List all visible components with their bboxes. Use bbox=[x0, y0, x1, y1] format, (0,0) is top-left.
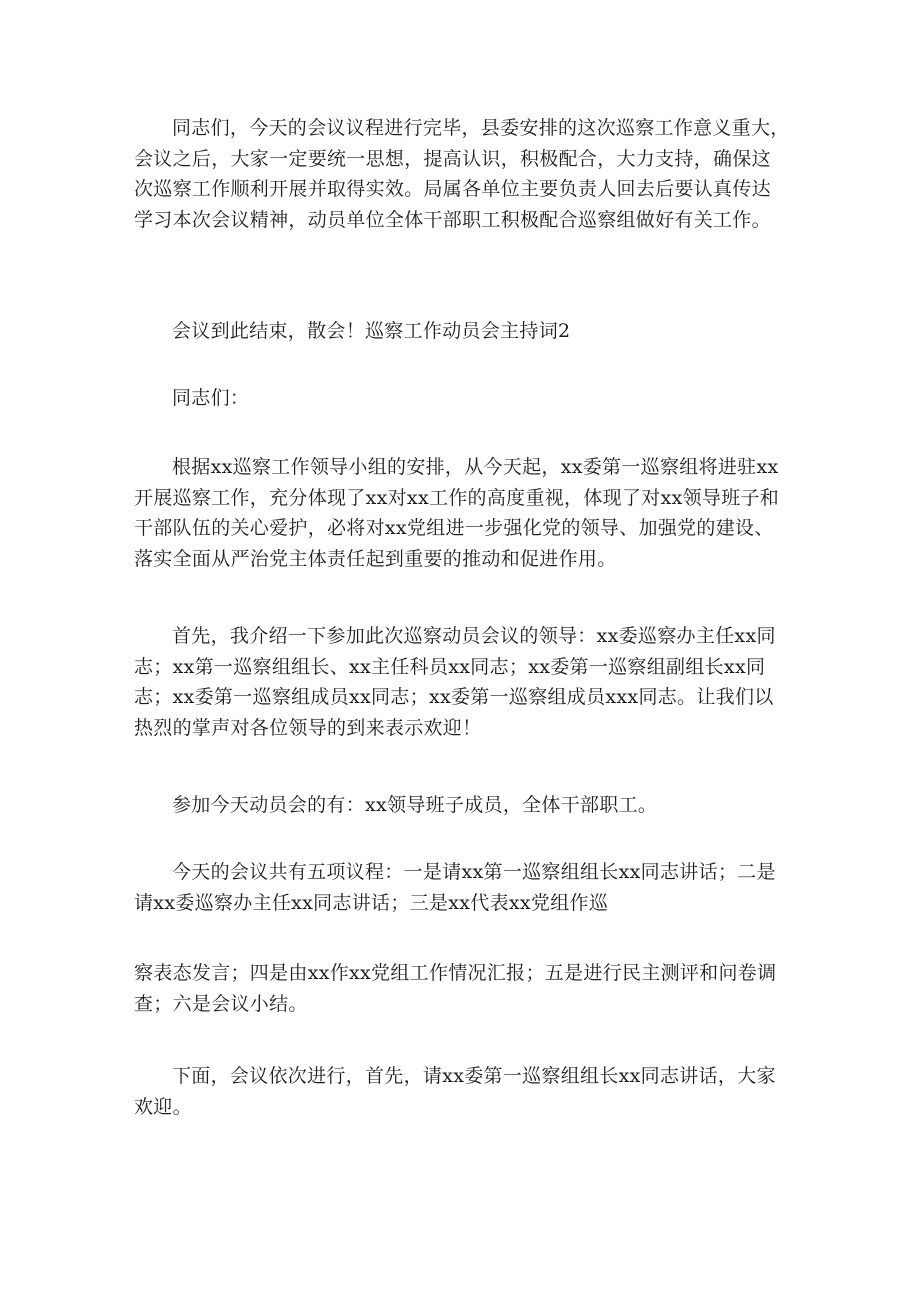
paragraph-next-speaker: 下面，会议依次进行，首先，请xx委第一巡察组组长xx同志讲话，大家欢迎。 bbox=[134, 1065, 776, 1118]
paragraph-salutation: 同志们： bbox=[172, 387, 250, 409]
paragraph-leaders-introduction: 首先，我介绍一下参加此次巡察动员会议的领导：xx委巡察办主任xx同志；xx第一巡察组组长、xx主任科员xx同志；xx委第一巡察组副组长xx同志；xx委第一巡察组成员xx同志；xx委第一巡察组成员xxx同志。让我们以热烈的掌声对各位领导的到来表示欢迎！ bbox=[134, 625, 776, 739]
paragraph-arrangement: 根据xx巡察工作领导小组的安排，从今天起，xx委第一巡察组将进驻xx开展巡察工作，充分体现了xx对xx工作的高度重视，体现了对xx领导班子和干部队伍的关心爱护，必将对xx党组进一步强化党的领导、加强党的建设、落实全面从严治党主体责任起到重要的推动和促进作用。 bbox=[134, 456, 780, 570]
paragraph-agenda: 今天的会议共有五项议程：一是请xx第一巡察组组长xx同志讲话；二是请xx委巡察办主任xx同志讲话；三是xx代表xx党组作巡 bbox=[134, 861, 776, 914]
paragraph-agenda-continued: 察表态发言；四是由xx作xx党组工作情况汇报；五是进行民主测评和问卷调查；六是会议小结。 bbox=[134, 962, 777, 1015]
paragraph-meeting-end: 会议到此结束，散会！巡察工作动员会主持词2 bbox=[172, 320, 571, 342]
paragraph-closing-remarks: 同志们，今天的会议议程进行完毕，县委安排的这次巡察工作意义重大，会议之后，大家一定要统一思想，提高认识，积极配合，大力支持，确保这次巡察工作顺利开展并取得实效。局属各单位主要负责人回去后要认真传达学习本次会议精神，动员单位全体干部职工积极配合巡察组做好有关工作。 bbox=[134, 117, 790, 231]
paragraph-attendees: 参加今天动员会的有：xx领导班子成员，全体干部职工。 bbox=[172, 794, 658, 816]
